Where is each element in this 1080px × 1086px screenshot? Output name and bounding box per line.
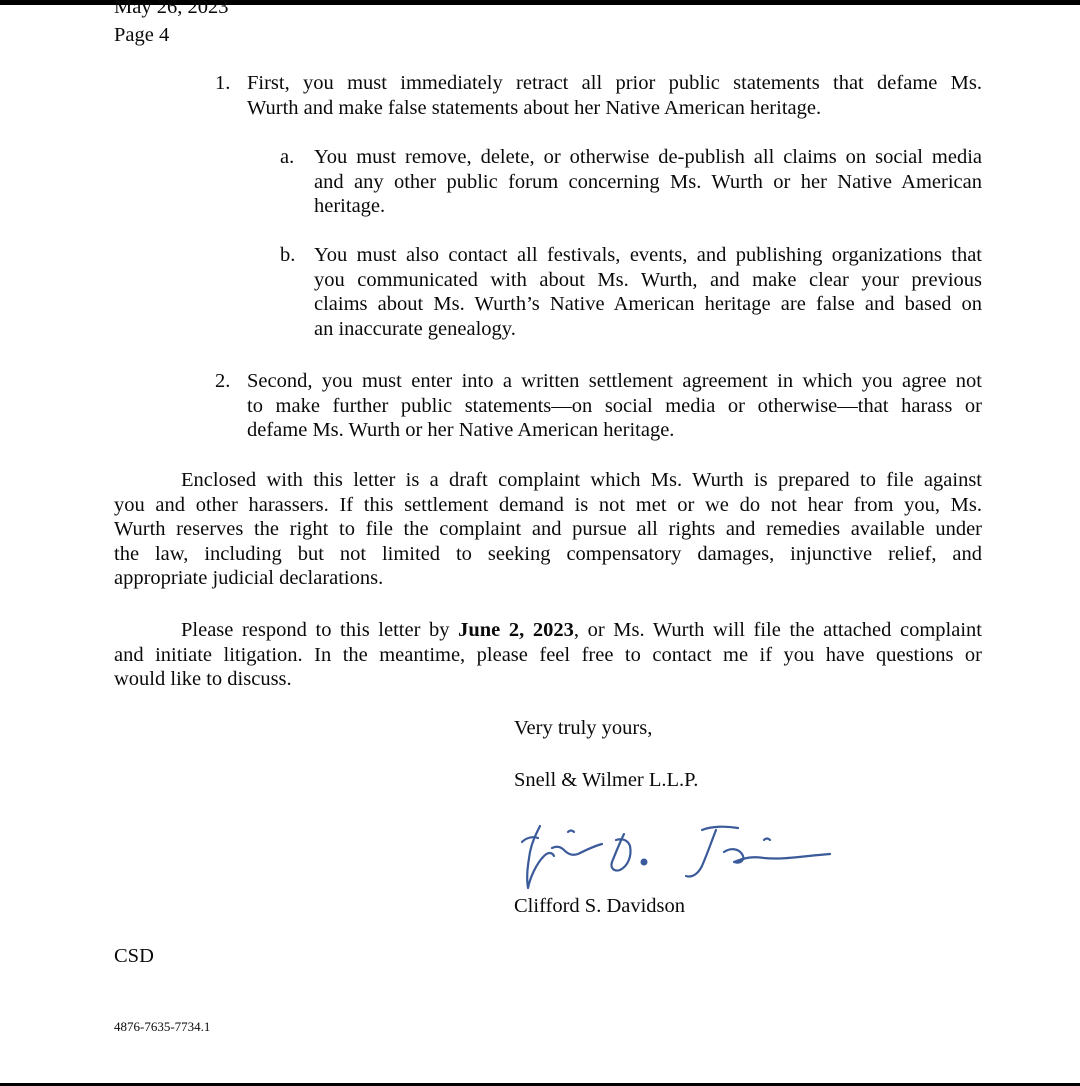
author-initials: CSD xyxy=(114,945,154,967)
paragraph-line: appropriate judicial declarations. xyxy=(114,567,384,589)
subitem-a-text xyxy=(314,145,982,219)
paragraph-line: Wurth reserves the right to file the complaint and pursue all rights and remedies available under xyxy=(114,518,982,540)
paragraph-line: would like to discuss. xyxy=(114,668,292,690)
subitem-b-line: claims about Ms. Wurth’s Native American heritage are false and based on xyxy=(314,293,982,315)
demand-1-number: 1. xyxy=(215,72,231,94)
subitem-b-letter: b. xyxy=(280,244,296,266)
demand-2-text xyxy=(247,369,982,443)
closing-salutation: Very truly yours, xyxy=(514,717,653,739)
demand-1-text xyxy=(247,71,982,120)
respond-deadline-paragraph xyxy=(114,618,982,692)
demand-1-line: First, you must immediately retract all prior public statements that defame Ms. xyxy=(247,72,982,94)
subitem-b-text xyxy=(314,243,982,341)
paragraph-line: Enclosed with this letter is a draft complaint which Ms. Wurth is prepared to file against xyxy=(181,469,982,491)
demand-2-line: Second, you must enter into a written settlement agreement in which you agree not xyxy=(247,370,982,392)
law-firm-name: Snell & Wilmer L.L.P. xyxy=(514,769,699,791)
demand-2-line: to make further public statements—on social media or otherwise—that harass or xyxy=(247,394,982,417)
demand-2-number: 2. xyxy=(215,370,231,392)
subitem-b-line: you communicated with about Ms. Wurth, and make clear your previous xyxy=(314,268,982,291)
paragraph-line xyxy=(114,618,982,643)
demand-1-line: Wurth and make false statements about her Native American heritage. xyxy=(247,96,822,119)
document-number: 4876-7635-7734.1 xyxy=(114,1019,211,1034)
handwritten-signature xyxy=(512,812,842,900)
subitem-a-letter: a. xyxy=(280,146,295,168)
enclosed-complaint-paragraph xyxy=(114,468,982,591)
letter-date: May 26, 2023 xyxy=(114,0,229,18)
paragraph-line: you and other harassers. If this settlement demand is not met or we do not hear from you, Ms. xyxy=(114,493,982,516)
subitem-b-line: You must also contact all festivals, events, and publishing organizations that xyxy=(314,244,982,266)
response-deadline: June 2, 2023 xyxy=(458,619,574,641)
subitem-a-line: You must remove, delete, or otherwise de-publish all claims on social media xyxy=(314,146,982,168)
paragraph-line: the law, including but not limited to seeking compensatory damages, injunctive relief, and xyxy=(114,542,982,565)
subitem-a-line: and any other public forum concerning Ms. Wurth or her Native American xyxy=(314,170,982,193)
subitem-a-line: heritage. xyxy=(314,195,386,217)
paragraph-line: and initiate litigation. In the meantime, please feel free to contact me if you have questions or xyxy=(114,643,982,666)
respond-text-before: Please respond to this letter by xyxy=(181,619,459,641)
respond-text-after: , or Ms. Wurth will file the attached complaint xyxy=(573,619,982,641)
subitem-b-line: an inaccurate genealogy. xyxy=(314,317,516,340)
page-number: Page 4 xyxy=(114,24,170,46)
demand-2-line: defame Ms. Wurth or her Native American heritage. xyxy=(247,419,675,441)
signer-name: Clifford S. Davidson xyxy=(514,895,686,917)
